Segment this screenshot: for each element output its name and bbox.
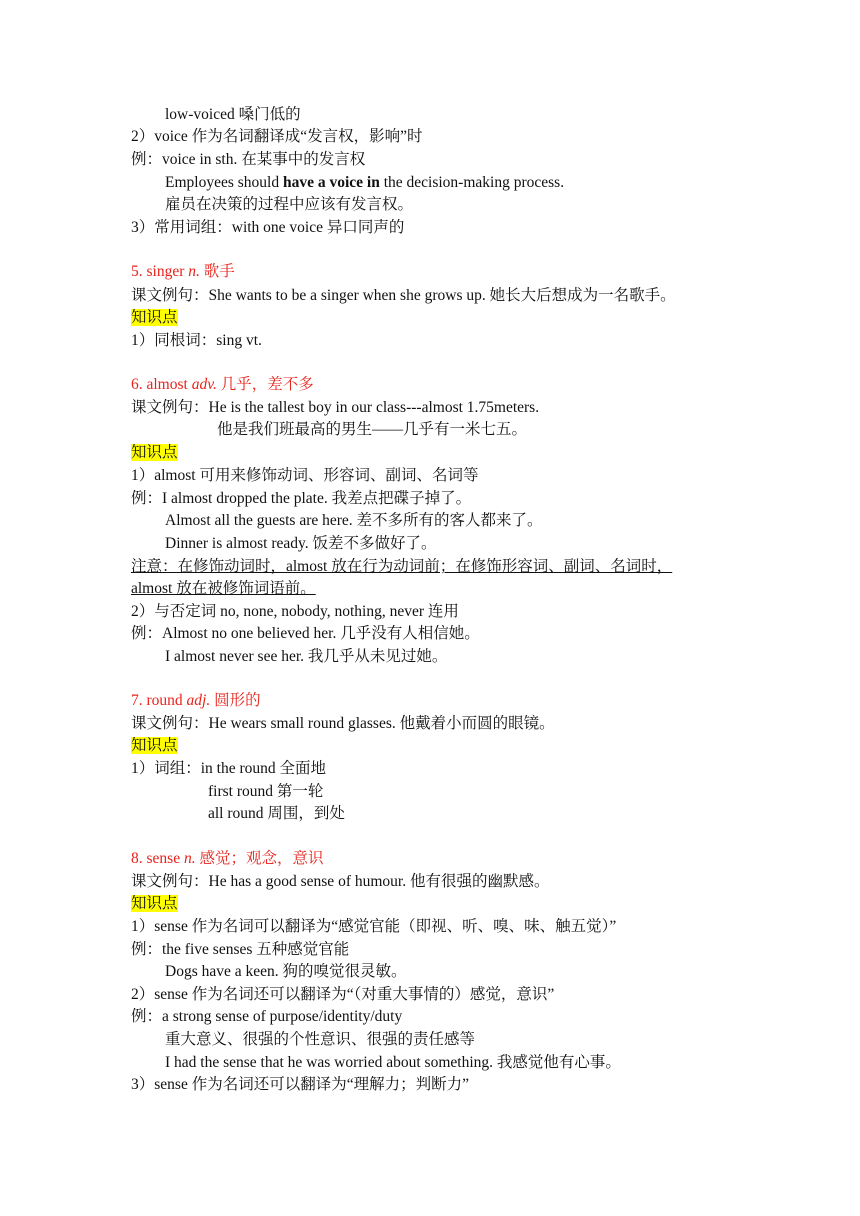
text-line: 课文例句：He wears small round glasses. 他戴着小而圆的眼镜。 <box>131 715 555 732</box>
text-line: Dogs have a keen. 狗的嗅觉很灵敏。 <box>165 963 407 980</box>
text-line: 例：I almost dropped the plate. 我差点把碟子掉了。 <box>131 490 472 507</box>
heading-word: 8. sense <box>131 850 184 867</box>
text-line: Almost all the guests are here. 差不多所有的客人都来了。 <box>165 512 543 529</box>
text-span: the decision-making process. <box>379 174 565 191</box>
heading-meaning: 圆形的 <box>210 692 261 709</box>
knowledge-point-label <box>131 893 178 915</box>
highlight-text: 知识点 <box>131 895 178 912</box>
heading-pos: n. <box>183 850 196 867</box>
heading-word: 6. almost <box>131 376 192 393</box>
text-line: low-voiced 嗓门低的 <box>165 106 301 123</box>
knowledge-point-label <box>131 735 178 757</box>
text-line: 课文例句：He is the tallest boy in our class---almost 1.75meters. <box>131 399 540 416</box>
text-line: 3）常用词组：with one voice 异口同声的 <box>131 219 405 236</box>
heading-pos: adv. <box>191 376 217 393</box>
text-line: Dinner is almost ready. 饭差不多做好了。 <box>165 535 437 552</box>
text-line: 课文例句：He has a good sense of humour. 他有很强的幽默感。 <box>131 873 550 890</box>
text-line: 2）sense 作为名词还可以翻译为“（对重大事情的）感觉，意识” <box>131 986 555 1003</box>
highlight-text: 知识点 <box>131 737 178 754</box>
text-line: 重大意义、很强的个性意识、很强的责任感等 <box>165 1031 476 1048</box>
vocab-heading <box>131 848 323 870</box>
text-line: 2）voice 作为名词翻译成“发言权，影响”时 <box>131 128 423 145</box>
text-line: I had the sense that he was worried about something. 我感觉他有心事。 <box>165 1054 621 1071</box>
heading-pos: n. <box>188 263 200 280</box>
heading-meaning: 几乎，差不多 <box>216 376 314 393</box>
heading-meaning: 感觉；观念，意识 <box>195 850 324 867</box>
heading-word: 7. round <box>131 692 187 709</box>
heading-meaning: 歌手 <box>199 263 235 280</box>
bold-phrase: have a voice in <box>282 174 380 191</box>
heading-pos: adj. <box>186 692 211 709</box>
vocab-heading <box>131 690 261 712</box>
text-line: I almost never see her. 我几乎从未见过她。 <box>165 648 448 665</box>
knowledge-point-label <box>131 307 178 329</box>
text-line: 3）sense 作为名词还可以翻译为“理解力；判断力” <box>131 1076 469 1093</box>
vocab-heading <box>131 261 235 283</box>
text-line: 例：a strong sense of purpose/identity/duty <box>131 1008 403 1025</box>
text-line: 1）sense 作为名词可以翻译为“感觉官能（即视、听、嗅、味、触五觉）” <box>131 918 617 935</box>
note-line: 注意：在修饰动词时，almost 放在行为动词前；在修饰形容词、副词、名词时， <box>131 558 673 575</box>
text-line: 例：Almost no one believed her. 几乎没有人相信她。 <box>131 625 480 642</box>
text-line: all round 周围，到处 <box>208 805 345 822</box>
text-line: 课文例句：She wants to be a singer when she grows up. 她长大后想成为一名歌手。 <box>131 287 676 304</box>
text-span: Employees should <box>165 174 283 191</box>
text-line: 2）与否定词 no, none, nobody, nothing, never 连用 <box>131 603 459 620</box>
text-line: 1）almost 可用来修饰动词、形容词、副词、名词等 <box>131 467 479 484</box>
vocab-heading <box>131 374 314 396</box>
text-line: 他是我们班最高的男生——几乎有一米七五。 <box>217 421 528 438</box>
text-line: first round 第一轮 <box>208 783 324 800</box>
highlight-text: 知识点 <box>131 444 178 461</box>
highlight-text: 知识点 <box>131 309 178 326</box>
text-line: 例：the five senses 五种感觉官能 <box>131 941 350 958</box>
text-line: 雇员在决策的过程中应该有发言权。 <box>165 196 414 213</box>
heading-word: 5. singer <box>131 263 189 280</box>
text-line: 1）同根词：sing vt. <box>131 332 262 349</box>
note-line: almost 放在被修饰词语前。 <box>131 580 316 597</box>
example-sentence <box>165 172 564 194</box>
knowledge-point-label <box>131 442 178 464</box>
text-line: 1）词组：in the round 全面地 <box>131 760 327 777</box>
text-line: 例：voice in sth. 在某事中的发言权 <box>131 151 366 168</box>
